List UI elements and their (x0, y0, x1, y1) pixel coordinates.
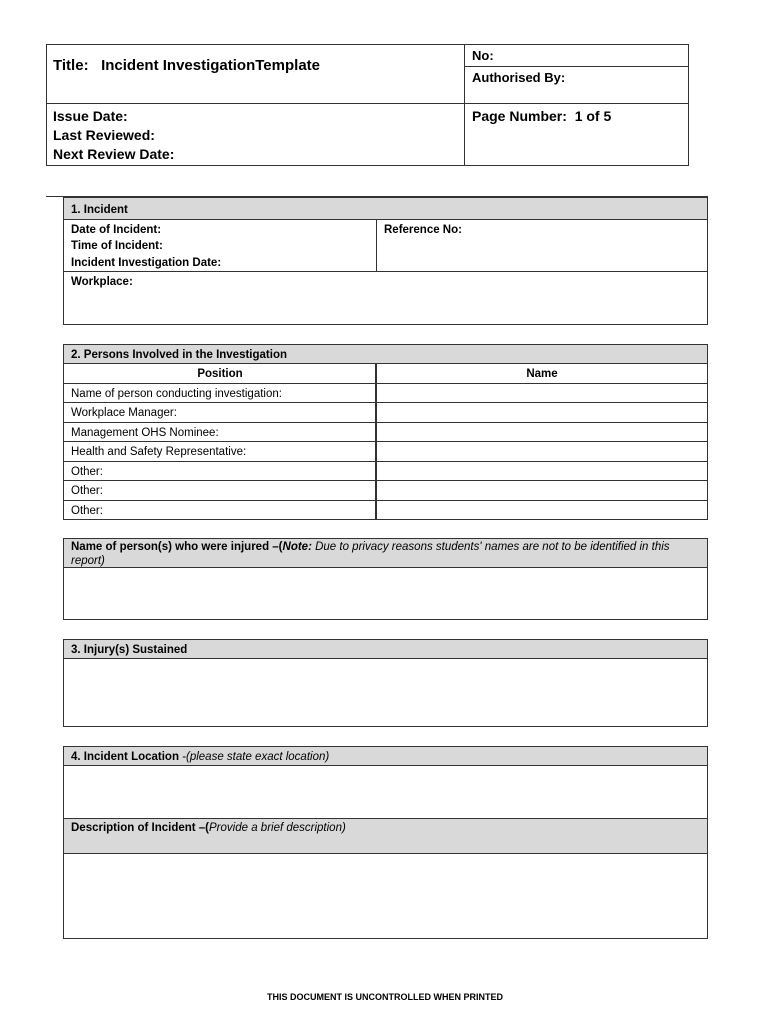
position-cell: Workplace Manager: (63, 402, 377, 423)
no-label: No: (472, 48, 494, 63)
header-divider-vertical (464, 44, 465, 166)
name-cell (376, 500, 708, 521)
name-cell (376, 383, 708, 404)
authorised-by-label: Authorised By: (472, 70, 566, 85)
title-value: Incident InvestigationTemplate (101, 57, 320, 74)
injured-entry-cell (63, 567, 708, 620)
name-cell (376, 461, 708, 482)
title-field (53, 57, 320, 74)
position-column-header: Position (63, 363, 377, 384)
footer-notice: THIS DOCUMENT IS UNCONTROLLED WHEN PRINTED (267, 992, 503, 1002)
page-number (472, 107, 611, 126)
time-of-incident-label: Time of Incident: (71, 240, 163, 252)
investigation-date-label: Incident Investigation Date: (71, 257, 222, 269)
description-label: Description of Incident –( (71, 822, 210, 834)
page-number-label: Page Number: (472, 108, 567, 124)
header-divider-right (464, 66, 689, 67)
position-cell: Other: (63, 500, 377, 521)
section2-heading: 2. Persons Involved in the Investigation (63, 344, 708, 364)
page-number-value: 1 of 5 (574, 108, 612, 124)
description-heading (63, 818, 708, 854)
name-cell (376, 441, 708, 462)
description-note: Provide a brief description) (209, 822, 346, 834)
section4-heading-label: 4. Incident Location (71, 751, 179, 763)
date-of-incident-label: Date of Incident: (71, 224, 162, 236)
section4-heading-note: -(please state exact location) (178, 751, 330, 763)
section3-heading: 3. Injury(s) Sustained (63, 639, 708, 659)
injured-note-label: Note: (282, 541, 312, 553)
name-column-header: Name (376, 363, 708, 384)
position-cell: Management OHS Nominee: (63, 422, 377, 443)
name-cell (376, 422, 708, 443)
workplace-label: Workplace: (71, 276, 133, 288)
description-entry-cell (63, 853, 708, 939)
workplace-cell (63, 271, 708, 325)
persons-table-column-divider (375, 363, 377, 520)
header-divider-horizontal (46, 103, 689, 104)
name-cell (376, 480, 708, 501)
position-cell: Health and Safety Representative: (63, 441, 377, 462)
position-cell: Name of person conducting investigation: (63, 383, 377, 404)
injury-entry-cell (63, 658, 708, 727)
section1-heading: 1. Incident (63, 197, 708, 220)
position-cell: Other: (63, 461, 377, 482)
injured-note-text: Due to privacy reasons students' names are not to be identified in this report) (71, 541, 670, 567)
issue-date-label: Issue Date: (53, 108, 128, 124)
position-cell: Other: (63, 480, 377, 501)
name-cell (376, 402, 708, 423)
last-reviewed-label: Last Reviewed: (53, 127, 155, 143)
title-label: Title: (53, 57, 89, 74)
location-entry-cell (63, 765, 708, 819)
injured-label: Name of person(s) who were injured –( (71, 541, 283, 553)
reference-no-label: Reference No: (384, 224, 462, 236)
next-review-label: Next Review Date: (53, 146, 175, 162)
section4-heading (63, 746, 708, 766)
injured-heading (63, 538, 708, 568)
